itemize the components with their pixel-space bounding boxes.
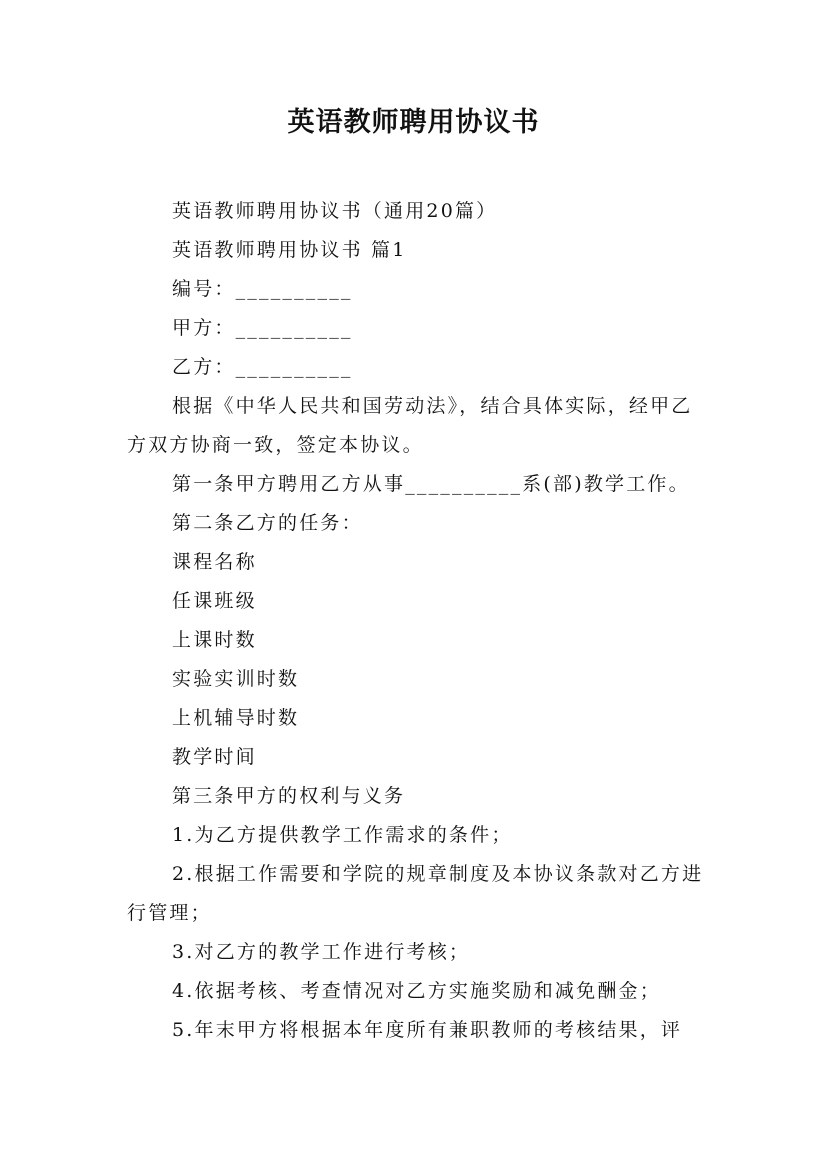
paragraph-item-1: 1.为乙方提供教学工作需求的条件；: [172, 824, 513, 846]
paragraph-article-1: 第一条甲方聘用乙方从事__________系(部)教学工作。: [172, 473, 690, 495]
paragraph-preamble: 根据《中华人民共和国劳动法》，结合具体实际，经甲乙方双方协商一致，签定本协议。: [127, 395, 693, 456]
paragraph-item-2: 2.根据工作需要和学院的规章制度及本协议条款对乙方进行管理；: [127, 863, 704, 924]
paragraph-serial-number: 编号：__________: [172, 278, 353, 300]
paragraph-teaching-time: 教学时间: [172, 746, 257, 768]
paragraph-computer-hours: 上机辅导时数: [172, 707, 300, 729]
paragraph-party-b: 乙方：__________: [172, 356, 353, 378]
paragraph-party-a: 甲方：__________: [172, 317, 353, 339]
paragraph-article-3: 第三条甲方的权利与义务: [172, 785, 406, 807]
paragraph-article-2: 第二条乙方的任务：: [172, 512, 363, 534]
paragraph-item-5: 5.年末甲方将根据本年度所有兼职教师的考核结果，评: [172, 1019, 683, 1041]
document-title: 英语教师聘用协议书: [287, 107, 540, 138]
paragraph-class: 任课班级: [172, 590, 257, 612]
paragraph-lab-hours: 实验实训时数: [172, 668, 300, 690]
paragraph-lecture-hours: 上课时数: [172, 629, 257, 651]
paragraph-section-heading: 英语教师聘用协议书 篇1: [172, 239, 407, 261]
paragraph-item-4: 4.依据考核、考查情况对乙方实施奖励和减免酬金；: [172, 980, 661, 1002]
paragraph-course-name: 课程名称: [172, 551, 257, 573]
paragraph-collection-title: 英语教师聘用协议书（通用20篇）: [172, 200, 498, 222]
paragraph-item-3: 3.对乙方的教学工作进行考核；: [172, 941, 471, 963]
